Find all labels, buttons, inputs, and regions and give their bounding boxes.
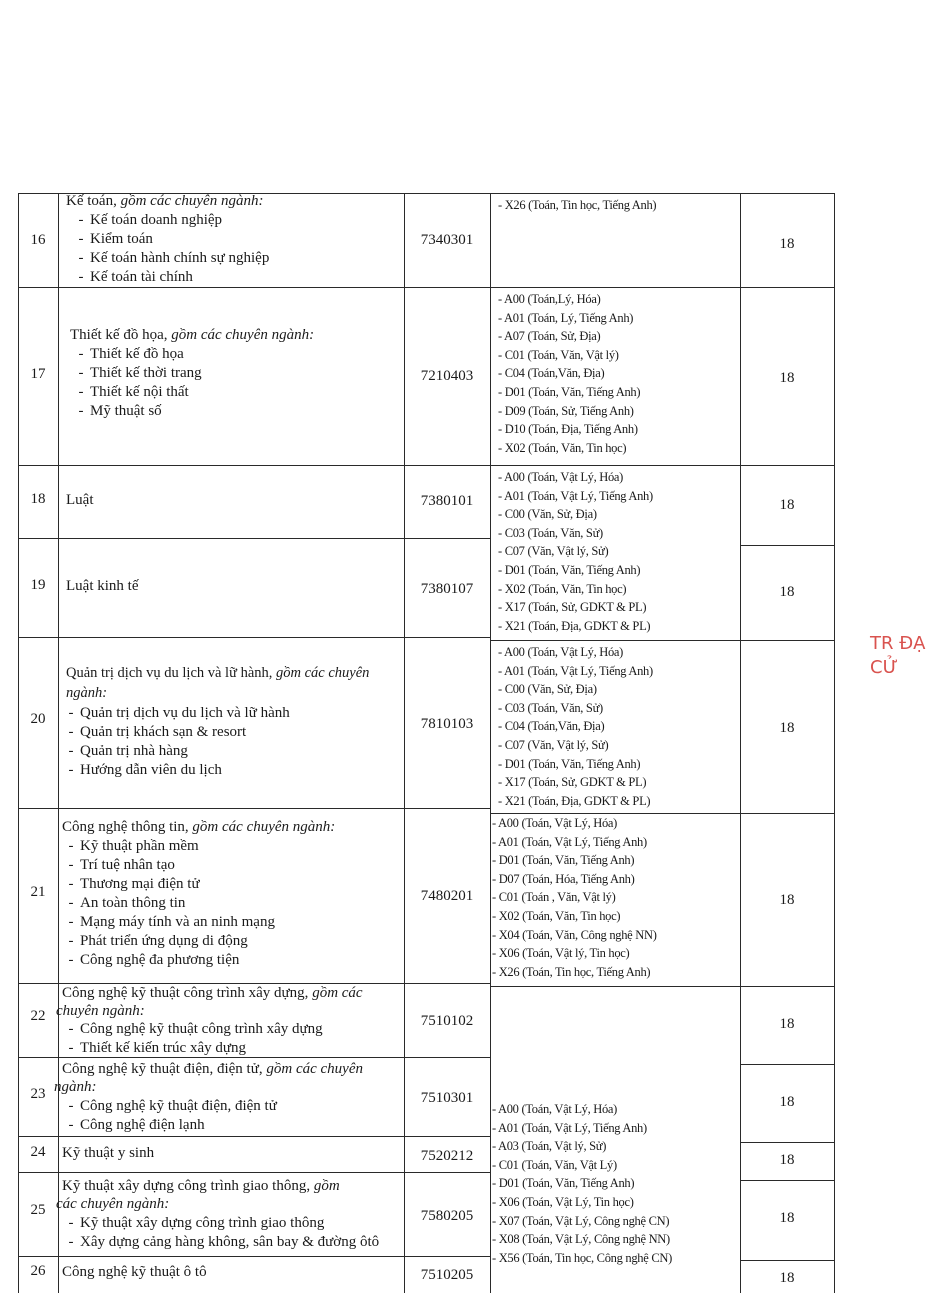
grid-line: [18, 538, 490, 539]
major-item: - Quản trị nhà hàng: [56, 742, 290, 761]
program-code: 7340301: [420, 232, 474, 248]
subject-item: - X21 (Toán, Địa, GDKT & PL): [498, 618, 651, 633]
subject-list: [498, 468, 653, 635]
major-item: - Quản trị khách sạn & resort: [56, 723, 290, 742]
cutoff-score: 18: [779, 1094, 795, 1110]
subject-list: [492, 814, 657, 981]
grid-line: [18, 287, 490, 288]
subject-item: - D01 (Toán, Văn, Tiếng Anh): [498, 384, 641, 399]
subject-item: - D01 (Toán, Văn, Tiếng Anh): [492, 1176, 635, 1191]
program-code: 7380101: [420, 493, 474, 509]
major-list: [56, 837, 275, 970]
subject-item: - A00 (Toán,Lý, Hóa): [498, 292, 601, 306]
subject-item: - A01 (Toán, Lý, Tiếng Anh): [498, 310, 634, 325]
subject-list: [498, 196, 656, 215]
program-title: Kế toán, gồm các chuyên ngành:: [66, 193, 264, 209]
subject-item: - C03 (Toán, Văn, Sử): [498, 525, 603, 540]
major-item: - Kiểm toán: [66, 230, 269, 249]
major-list: [56, 1020, 323, 1058]
major-item: - Xây dựng cảng hàng không, sân bay & đường ôtô: [56, 1233, 379, 1252]
row-number: 20: [30, 711, 46, 727]
subject-item: - A01 (Toán, Vật Lý, Tiếng Anh): [498, 488, 653, 503]
major-list: [66, 211, 269, 287]
grid-line: [490, 193, 491, 1293]
program-title: Thiết kế đồ họa, gồm các chuyên ngành:: [70, 327, 315, 343]
grid-line: [18, 1256, 490, 1257]
grid-line: [740, 1180, 834, 1181]
grid-line: [740, 545, 834, 546]
major-list: [56, 1214, 379, 1252]
subject-item: - D07 (Toán, Hóa, Tiếng Anh): [492, 871, 635, 886]
major-item: - Công nghệ đa phương tiện: [56, 951, 275, 970]
major-item: - Công nghệ điện lạnh: [56, 1116, 277, 1135]
program-title: Công nghệ thông tin, gồm các chuyên ngành:: [62, 819, 336, 835]
grid-line: [490, 465, 740, 466]
subject-item: - D01 (Toán, Văn, Tiếng Anh): [492, 853, 635, 868]
cutoff-score: 18: [779, 1152, 795, 1168]
subject-item: - X26 (Toán, Tin học, Tiếng Anh): [498, 198, 657, 212]
program-title-cont: ngành:: [66, 685, 108, 701]
subject-item: - C00 (Văn, Sử, Địa): [498, 682, 597, 697]
program-code: 7210403: [420, 368, 474, 384]
subject-item: - C01 (Toán, Văn, Vật lý): [498, 347, 619, 362]
subject-item: - A03 (Toán, Vật lý, Sử): [492, 1139, 607, 1154]
subject-item: - D01 (Toán, Văn, Tiếng Anh): [498, 756, 641, 771]
grid-line: [18, 193, 19, 1293]
grid-line: [490, 640, 740, 641]
major-item: - Kế toán hành chính sự nghiệp: [66, 249, 269, 268]
subject-item: - D09 (Toán, Sử, Tiếng Anh): [498, 403, 634, 418]
grid-line: [740, 986, 834, 987]
subject-list: [498, 643, 653, 810]
program-code: 7480201: [420, 888, 474, 904]
program-title: Kỹ thuật xây dựng công trình giao thông, gồm: [62, 1178, 340, 1194]
cutoff-score: 18: [779, 892, 795, 908]
grid-line: [740, 813, 834, 814]
program-code: 7810103: [420, 716, 474, 732]
major-item: - Kỹ thuật xây dựng công trình giao thông: [56, 1214, 379, 1233]
subject-list: [498, 290, 640, 457]
subject-item: - X04 (Toán, Văn, Công nghệ NN): [492, 927, 657, 942]
subject-item: - X17 (Toán, Sử, GDKT & PL): [498, 600, 647, 615]
cutoff-score: 18: [779, 584, 795, 600]
program-code: 7580205: [420, 1208, 474, 1224]
grid-line: [404, 193, 405, 1293]
row-number: 22: [30, 1008, 46, 1024]
program-title: Công nghệ kỹ thuật điện, điện tử, gồm các chuyên: [62, 1061, 363, 1077]
subject-item: - A00 (Toán, Vật Lý, Hóa): [492, 816, 618, 830]
major-item: - An toàn thông tin: [56, 894, 275, 913]
major-item: - Hướng dẫn viên du lịch: [56, 761, 290, 780]
major-item: - Thiết kế thời trang: [66, 364, 202, 383]
subject-item: - C01 (Toán, Văn, Vật Lý): [492, 1157, 617, 1172]
row-number: 23: [30, 1086, 46, 1102]
subject-item: - A00 (Toán, Vật Lý, Hóa): [492, 1102, 618, 1116]
cutoff-score: 18: [779, 1210, 795, 1226]
row-number: 26: [30, 1263, 46, 1279]
grid-line: [740, 287, 834, 288]
program-code: 7520212: [420, 1148, 474, 1164]
major-list: [66, 345, 202, 421]
program-title-cont: chuyên ngành:: [56, 1003, 145, 1019]
row-number: 19: [30, 577, 46, 593]
program-code: 7510102: [420, 1013, 474, 1029]
row-number: 25: [30, 1202, 46, 1218]
subject-item: - X02 (Toán, Văn, Tin học): [492, 908, 621, 923]
cutoff-score: 18: [779, 497, 795, 513]
row-number: 21: [30, 884, 46, 900]
program-title-cont: ngành:: [54, 1079, 97, 1095]
cutoff-score: 18: [779, 1270, 795, 1286]
grid-line: [740, 1064, 834, 1065]
subject-item: - C03 (Toán, Văn, Sử): [498, 700, 603, 715]
subject-item: - A01 (Toán, Vật Lý, Tiếng Anh): [492, 834, 647, 849]
subject-item: - C00 (Văn, Sử, Địa): [498, 507, 597, 522]
program-title: Công nghệ kỹ thuật công trình xây dựng, gồm các: [62, 985, 363, 1001]
grid-line: [834, 193, 835, 1293]
row-number: 18: [30, 491, 46, 507]
major-item: - Công nghệ kỹ thuật công trình xây dựng: [56, 1020, 323, 1039]
major-item: - Quản trị dịch vụ du lịch và lữ hành: [56, 704, 290, 723]
subject-item: - X26 (Toán, Tin học, Tiếng Anh): [492, 964, 651, 979]
grid-line: [740, 640, 834, 641]
grid-line: [18, 637, 490, 638]
subject-item: - X17 (Toán, Sử, GDKT & PL): [498, 775, 647, 790]
subject-item: - A00 (Toán, Vật Lý, Hóa): [498, 470, 624, 484]
major-item: - Trí tuệ nhân tạo: [56, 856, 275, 875]
major-item: - Công nghệ kỹ thuật điện, điện tử: [56, 1097, 277, 1116]
major-item: - Thiết kế nội thất: [66, 383, 202, 402]
major-list: [56, 704, 290, 780]
program-title: Kỹ thuật y sinh: [62, 1145, 155, 1161]
subject-item: - A00 (Toán, Vật Lý, Hóa): [498, 645, 624, 659]
program-code: 7510205: [420, 1267, 474, 1283]
subject-item: - X02 (Toán, Văn, Tin học): [498, 581, 627, 596]
subject-item: - X06 (Toán, Vật Lý, Tin học): [492, 1194, 634, 1209]
major-item: - Thương mại điện tử: [56, 875, 275, 894]
program-title: Luật: [66, 492, 94, 508]
subject-item: - X56 (Toán, Tin học, Công nghệ CN): [492, 1250, 672, 1265]
cutoff-score: 18: [779, 720, 795, 736]
subject-item: - D10 (Toán, Địa, Tiếng Anh): [498, 422, 638, 437]
subject-item: - X21 (Toán, Địa, GDKT & PL): [498, 793, 651, 808]
official-stamp: TR ĐẠ CỬ: [870, 633, 926, 678]
major-item: - Mỹ thuật số: [66, 402, 202, 421]
grid-line: [490, 287, 740, 288]
subject-item: - D01 (Toán, Văn, Tiếng Anh): [498, 562, 641, 577]
subject-item: - C04 (Toán,Văn, Địa): [498, 366, 605, 381]
program-code: 7380107: [420, 581, 474, 597]
subject-item: - X02 (Toán, Văn, Tin học): [498, 440, 627, 455]
grid-line: [740, 193, 741, 1293]
cutoff-score: 18: [779, 236, 795, 252]
cutoff-score: 18: [779, 370, 795, 386]
grid-line: [18, 465, 490, 466]
subject-item: - C07 (Văn, Vật lý, Sử): [498, 544, 609, 559]
grid-line: [740, 1142, 834, 1143]
grid-line: [18, 1136, 490, 1137]
grid-line: [740, 1260, 834, 1261]
program-title-cont: các chuyên ngành:: [56, 1196, 170, 1212]
major-list: [56, 1097, 277, 1135]
grid-line: [18, 808, 490, 809]
cutoff-score: 18: [779, 1016, 795, 1032]
subject-list: [492, 1100, 672, 1267]
program-title: Quản trị dịch vụ du lịch và lữ hành, gồm các chuyên: [66, 665, 370, 681]
subject-item: - A01 (Toán, Vật Lý, Tiếng Anh): [498, 663, 653, 678]
program-title: Công nghệ kỹ thuật ô tô: [62, 1264, 207, 1280]
major-item: - Thiết kế kiến trúc xây dựng: [56, 1039, 323, 1058]
subject-item: - A01 (Toán, Vật Lý, Tiếng Anh): [492, 1120, 647, 1135]
subject-item: - X06 (Toán, Vật lý, Tin học): [492, 946, 630, 961]
major-item: - Phát triển ứng dụng di động: [56, 932, 275, 951]
subject-item: - C07 (Văn, Vật lý, Sử): [498, 737, 609, 752]
subject-item: - X08 (Toán, Vật Lý, Công nghệ NN): [492, 1232, 670, 1247]
subject-item: - C04 (Toán,Văn, Địa): [498, 719, 605, 734]
row-number: 24: [30, 1144, 46, 1160]
row-number: 16: [30, 232, 46, 248]
program-code: 7510301: [420, 1090, 474, 1106]
major-item: - Thiết kế đồ họa: [66, 345, 202, 364]
major-item: - Kế toán doanh nghiệp: [66, 211, 269, 230]
program-title: Luật kinh tế: [66, 578, 139, 594]
subject-item: - X07 (Toán, Vật Lý, Công nghệ CN): [492, 1213, 670, 1228]
major-item: - Kỹ thuật phần mềm: [56, 837, 275, 856]
subject-item: - C01 (Toán , Văn, Vật lý): [492, 890, 616, 905]
row-number: 17: [30, 366, 46, 382]
grid-line: [18, 1172, 490, 1173]
grid-line: [490, 986, 740, 987]
grid-line: [740, 465, 834, 466]
major-item: - Mạng máy tính và an ninh mạng: [56, 913, 275, 932]
subject-item: - A07 (Toán, Sử, Địa): [498, 329, 601, 344]
major-item: - Kế toán tài chính: [66, 268, 269, 287]
